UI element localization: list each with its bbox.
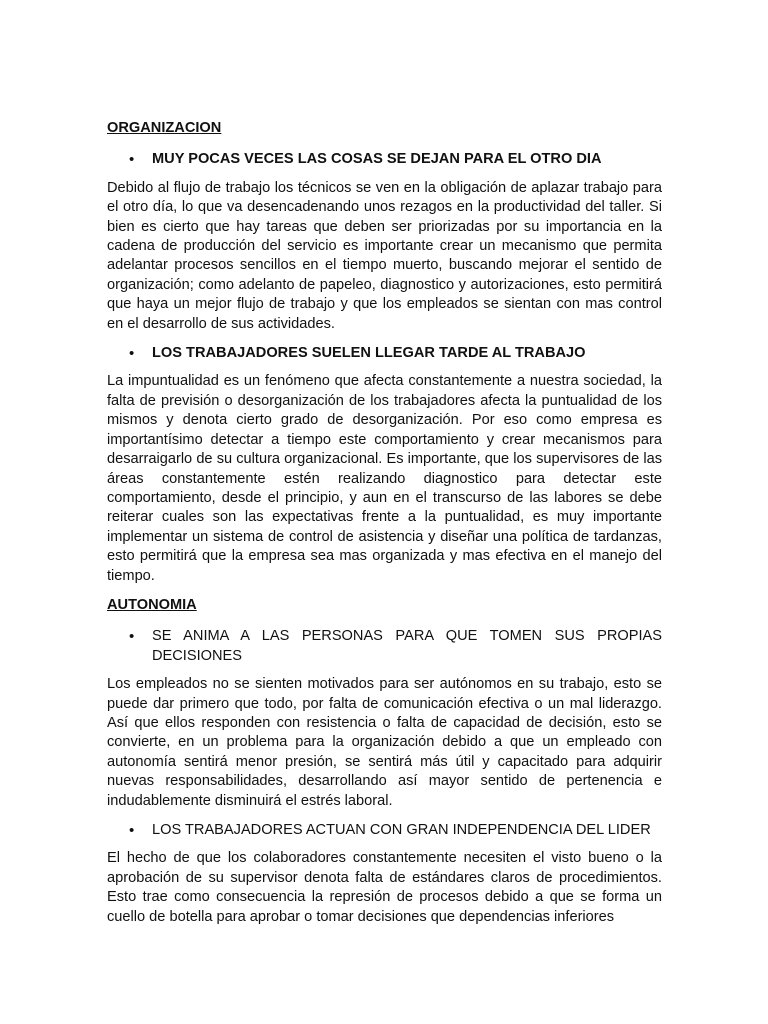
bullet-dot-icon: • — [129, 628, 135, 646]
bullet-dot-icon: • — [129, 151, 135, 169]
body-paragraph: El hecho de que los colaboradores constantemente necesiten el visto bueno o la aprobación de su supervisor denota falta de estándares claros de procedimientos. Esto trae como consecuencia la represión de procesos debido a que se forma un cuello de botella para aprobar o tomar decisiones que dependencias inferiores — [107, 850, 662, 925]
bullet-dot-icon: • — [129, 345, 135, 363]
section-heading-autonomia: AUTONOMIA — [107, 596, 197, 613]
body-paragraph: La impuntualidad es un fenómeno que afecta constantemente a nuestra sociedad, la falta de previsión o desorganización de los trabajadores afecta la puntualidad de los mismos y denota cierto grado de desorganización. Por eso como empresa es importantísimo detectar a tiempo este comportamiento y crear mecanismos para desarraigarlo de su cultura organizacional. Es importante, que los supervisores de las áreas constantemente estén realizando diagnostico para detectar este comportamiento, desde el principio, y aun en el transcurso de las labores se debe reiterar cuales son las expectativas frente a la puntualidad, es muy importante implementar un sistema de control de asistencia y diseñar una política de tardanzas, esto permitirá que la empresa sea mas organizada y mas efectiva en el manejo del tiempo. — [107, 373, 662, 584]
bullet-item — [107, 344, 662, 363]
bullet-item — [107, 150, 662, 169]
bullet-text: LOS TRABAJADORES ACTUAN CON GRAN INDEPENDENCIA DEL LIDER — [152, 822, 651, 838]
bullet-text: SE ANIMA A LAS PERSONAS PARA QUE TOMEN SUS PROPIAS DECISIONES — [152, 628, 662, 664]
bullet-text: MUY POCAS VECES LAS COSAS SE DEJAN PARA EL OTRO DIA — [152, 151, 602, 168]
document-page — [107, 119, 662, 937]
body-paragraph: Debido al flujo de trabajo los técnicos se ven en la obligación de aplazar trabajo para el otro día, lo que va desencadenando unos rezagos en la productividad del taller. Si bien es cierto que hay tareas que deben ser priorizadas por su importancia en la cadena de producción del servicio es importante crear un mecanismo que permita adelantar procesos sencillos en el tiempo muerto, buscando mejorar el sentido de organización; como adelanto de papeleo, diagnostico y autorizaciones, esto permitirá que haya un mejor flujo de trabajo y que los empleados se sientan con mas control en el desarrollo de sus actividades. — [107, 179, 662, 332]
bullet-item — [107, 821, 662, 840]
section-heading-organizacion: ORGANIZACION — [107, 120, 222, 136]
bullet-item — [107, 627, 662, 666]
body-paragraph: Los empleados no se sienten motivados para ser autónomos en su trabajo, esto se puede dar primero que todo, por falta de comunicación efectiva o un mal liderazgo. Así que ellos responden con resistencia o falta de capacidad de decisión, esto se convierte, en un problema para la organización debido a que un empleado con autonomía sentirá menor presión, se sentirá más útil y capacitado para adquirir nuevas responsabilidades, desarrollando así mayor sentido de pertenencia e indudablemente disminuirá el estrés laboral. — [107, 676, 662, 809]
bullet-dot-icon: • — [129, 822, 135, 839]
bullet-text: LOS TRABAJADORES SUELEN LLEGAR TARDE AL TRABAJO — [152, 345, 586, 362]
